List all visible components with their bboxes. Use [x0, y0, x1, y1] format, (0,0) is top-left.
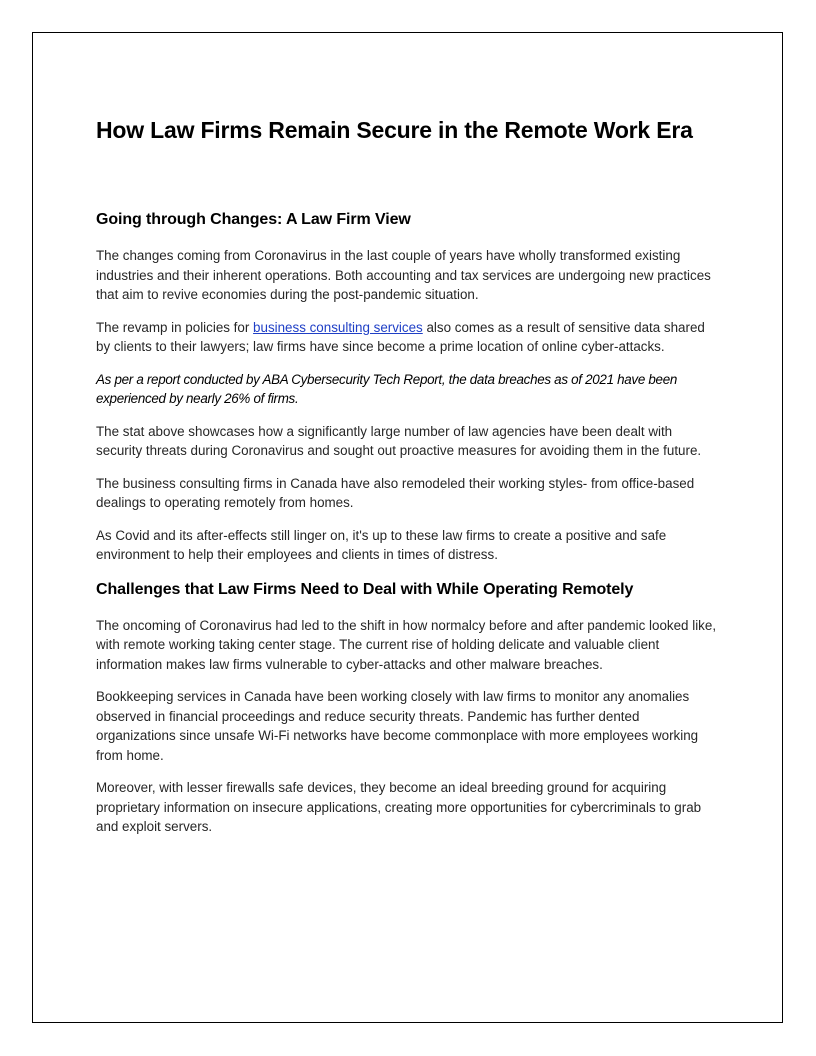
paragraph: The business consulting firms in Canada have also remodeled their working styles- from office-based dealings to operating remotely from homes.: [96, 475, 695, 510]
highlighted-stat: As per a report conducted by ABA Cybersecurity Tech Report, the data breaches as of 2021 have been experienced by nearly 26% of firms.: [96, 371, 677, 406]
paragraph-text: also comes as a result of sensitive data shared by clients to their lawyers; law firms have since become a prime location of online cyber-attacks.: [96, 319, 705, 354]
document-body: [96, 112, 720, 850]
business-consulting-services-link[interactable]: business consulting services: [253, 319, 423, 335]
section-heading-going-through-changes: Going through Changes: A Law Firm View: [96, 211, 411, 228]
document-title: How Law Firms Remain Secure in the Remote Work Era: [96, 117, 693, 143]
paragraph-with-link: [96, 318, 720, 357]
paragraph: As Covid and its after-effects still linger on, it's up to these law firms to create a positive and safe environment to help their employees and clients in times of distress.: [96, 527, 667, 562]
paragraph-text: The revamp in policies for: [96, 319, 254, 335]
paragraph: The changes coming from Coronavirus in the last couple of years have wholly transformed existing industries and their inherent operations. Both accounting and tax services are undergoing new practices that aim to revive economies during the post-pandemic situation.: [96, 248, 711, 302]
section-heading-challenges: Challenges that Law Firms Need to Deal with While Operating Remotely: [96, 580, 634, 598]
paragraph: Moreover, with lesser firewalls safe devices, they become an ideal breeding ground for acquiring proprietary information on insecure applications, creating more opportunities for cybercriminals to grab and exploit servers.: [96, 780, 702, 834]
paragraph: The oncoming of Coronavirus had led to the shift in how normalcy before and after pandemic looked like, with remote working taking center stage. The current rise of holding delicate and valuable client information makes law firms vulnerable to cyber-attacks and other malware breaches.: [96, 617, 717, 672]
paragraph: Bookkeeping services in Canada have been working closely with law firms to monitor any anomalies observed in financial proceedings and reduce security threats. Pandemic has further dented organizations since unsafe Wi-Fi networks have become commonplace with more employees working from home.: [96, 689, 699, 763]
paragraph: The stat above showcases how a significantly large number of law agencies have been dealt with security threats during Coronavirus and sought out proactive measures for avoiding them in the future.: [96, 423, 702, 458]
